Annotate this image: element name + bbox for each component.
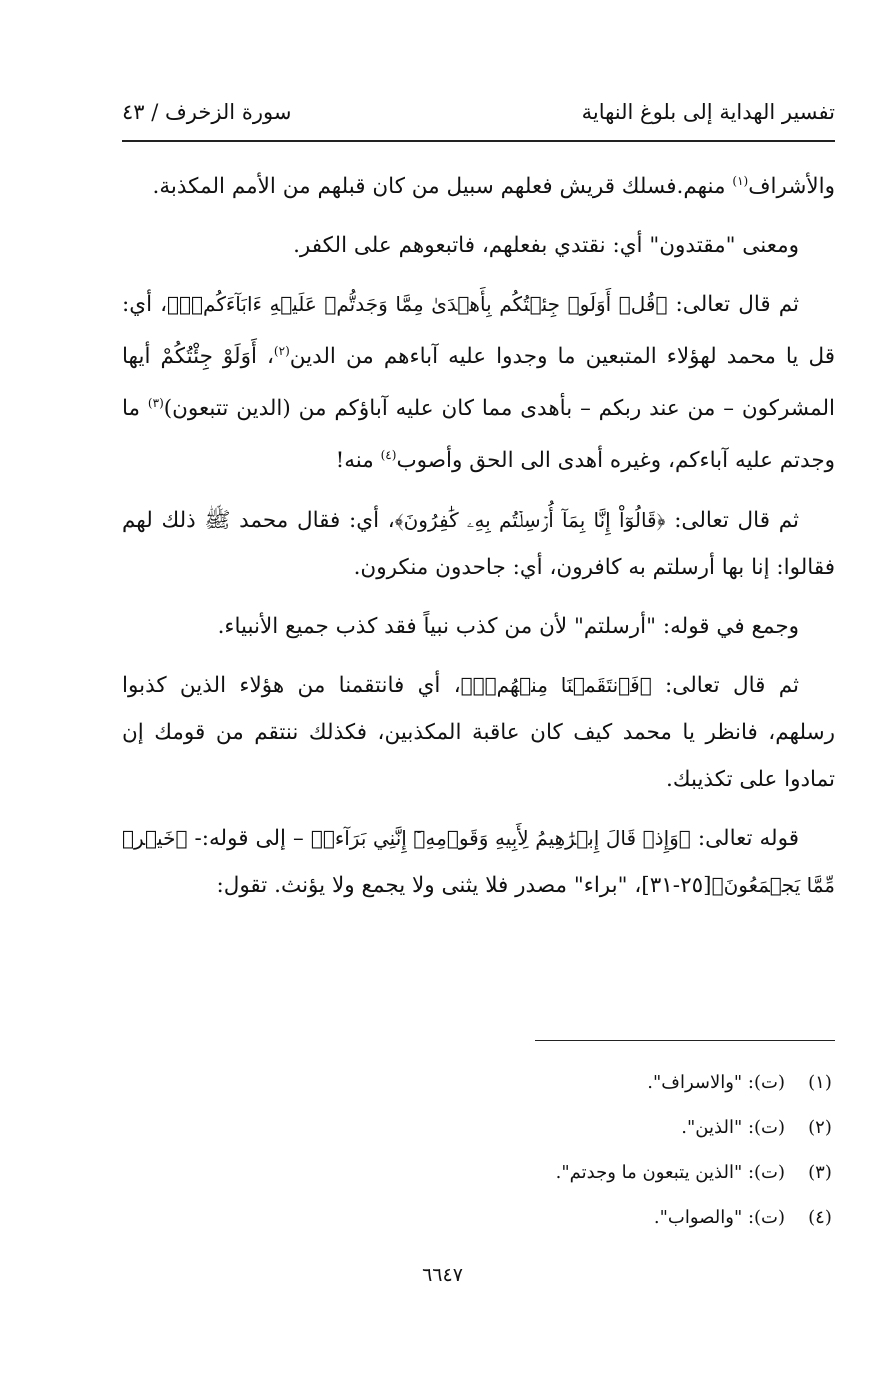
paragraph-1: والأشراف$^{(١)}$ منهم.فسلك قريش فعلهم سبيل من كان قبلهم من الأمم المكذبة. [152,174,835,200]
footnote-item [400,1150,835,1195]
footnotes [400,1060,835,1240]
footnote-text: (ت): "والاسراف". [647,1072,785,1093]
surah-title: سورة الزخرف / ٤٣ [122,100,292,124]
footnote-number: (٢) [808,1117,832,1138]
quran-verse: ﴿قَالُوٓاْ إِنَّا بِمَآ أُرۡسِلۡتُم بِهِۦ كَٰفِرُونَ﴾ [394,507,666,532]
footnote-number: (١) [808,1072,832,1093]
quran-verse: ﴿خَيۡرٞ مِّمَّا يَجۡمَعُونَ﴾ [122,825,835,897]
paragraph-4: ثم قال تعالى: ﴿قَالُوٓاْ إِنَّا بِمَآ أُرۡسِلۡتُم بِهِۦ كَٰفِرُونَ﴾، أي: فقال محمد ﷺ ذلك لهم فقالوا: إنا بها أرسلتم به كافرون، أي: جاحدون منكرون. [122,507,835,580]
footnote-ref-3: (٣) [147,396,164,411]
footnote-number: (٣) [808,1162,832,1183]
paragraph-2: ومعنى "مقتدون" أي: نقتدي بفعلهم، فاتبعوهم على الكفر. [293,233,799,259]
footnote-item [400,1195,835,1240]
page-header [122,92,835,132]
footnote-ref-1: (١) [732,174,749,188]
paragraph-6: ثم قال تعالى: ﴿فَٱنتَقَمۡنَا مِنۡهُمۡۖ﴾، أي فانتقمنا من هؤلاء الذين كذبوا رسلهم، فانظر يا محمد كيف كان عاقبة المكذبين، فكذلك ننتقم من قومك إن تمادوا على تكذيبك. [122,672,835,792]
quran-verse: ﴿فَٱنتَقَمۡنَا مِنۡهُمۡۖ﴾ [460,672,652,697]
quran-verse: ﴿قُلۡ أَوَلَوۡ جِئۡتُكُم بِأَهۡدَىٰ مِمَّا وَجَدتُّمۡ عَلَيۡهِ ءَابَآءَكُمۡۖ﴾ [167,292,668,317]
book-title: تفسير الهداية إلى بلوغ النهاية [581,100,835,124]
page-number: ٦٦٤٧ [422,1264,463,1286]
footnote-ref-4: (٤) [380,448,397,463]
paragraph-3: ثم قال تعالى: ﴿قُلۡ أَوَلَوۡ جِئۡتُكُم بِأَهۡدَىٰ مِمَّا وَجَدتُّمۡ عَلَيۡهِ ءَابَآءَكُمۡۖ﴾، أي: قل يا محمد لهؤلاء المتبعين ما وجدوا عليه آباءهم من الدين$^{(٢)}$، أَوَلَوْ جِئْتُكُمْ أيها المشركون – من عند ربكم – بأهدى مما كان عليه آباؤكم من (الدين تتبعون)$^{(٣)}$ ما وجدتم عليه آباءكم، وغيره أهدى الى الحق وأصوب$^{(٤)}$ منه! [122,292,836,474]
quran-verse: ﴿وَإِذۡ قَالَ إِبۡرَٰهِيمُ لِأَبِيهِ وَقَوۡمِهِۦٓ إِنَّنِي بَرَآءٞ﴾ [310,825,691,850]
main-text [122,158,835,921]
paragraph-5: وجمع في قوله: "أرسلتم" لأن من كذب نبياً فقد كذب جميع الأنبياء. [217,613,799,639]
footnote-item [400,1060,835,1105]
footnote-text: (ت): "الذين". [681,1117,785,1138]
footnote-divider [535,1040,835,1041]
footnote-text: (ت): "والصواب". [653,1207,785,1228]
paragraph-7: قوله تعالى: ﴿وَإِذۡ قَالَ إِبۡرَٰهِيمُ لِأَبِيهِ وَقَوۡمِهِۦٓ إِنَّنِي بَرَآءٞ﴾ – إلى قوله:- ﴿خَيۡرٞ مِّمَّا يَجۡمَعُونَ﴾[٢٥-٣١]، "براء" مصدر فلا يثنى ولا يجمع ولا يؤنث. تقول: [122,825,835,898]
footnote-ref-2: (٢) [273,344,290,359]
header-divider [122,140,835,142]
footnote-number: (٤) [808,1207,832,1228]
footnote-item [400,1105,835,1150]
footnote-text: (ت): "الذين يتبعون ما وجدتم". [555,1162,785,1183]
